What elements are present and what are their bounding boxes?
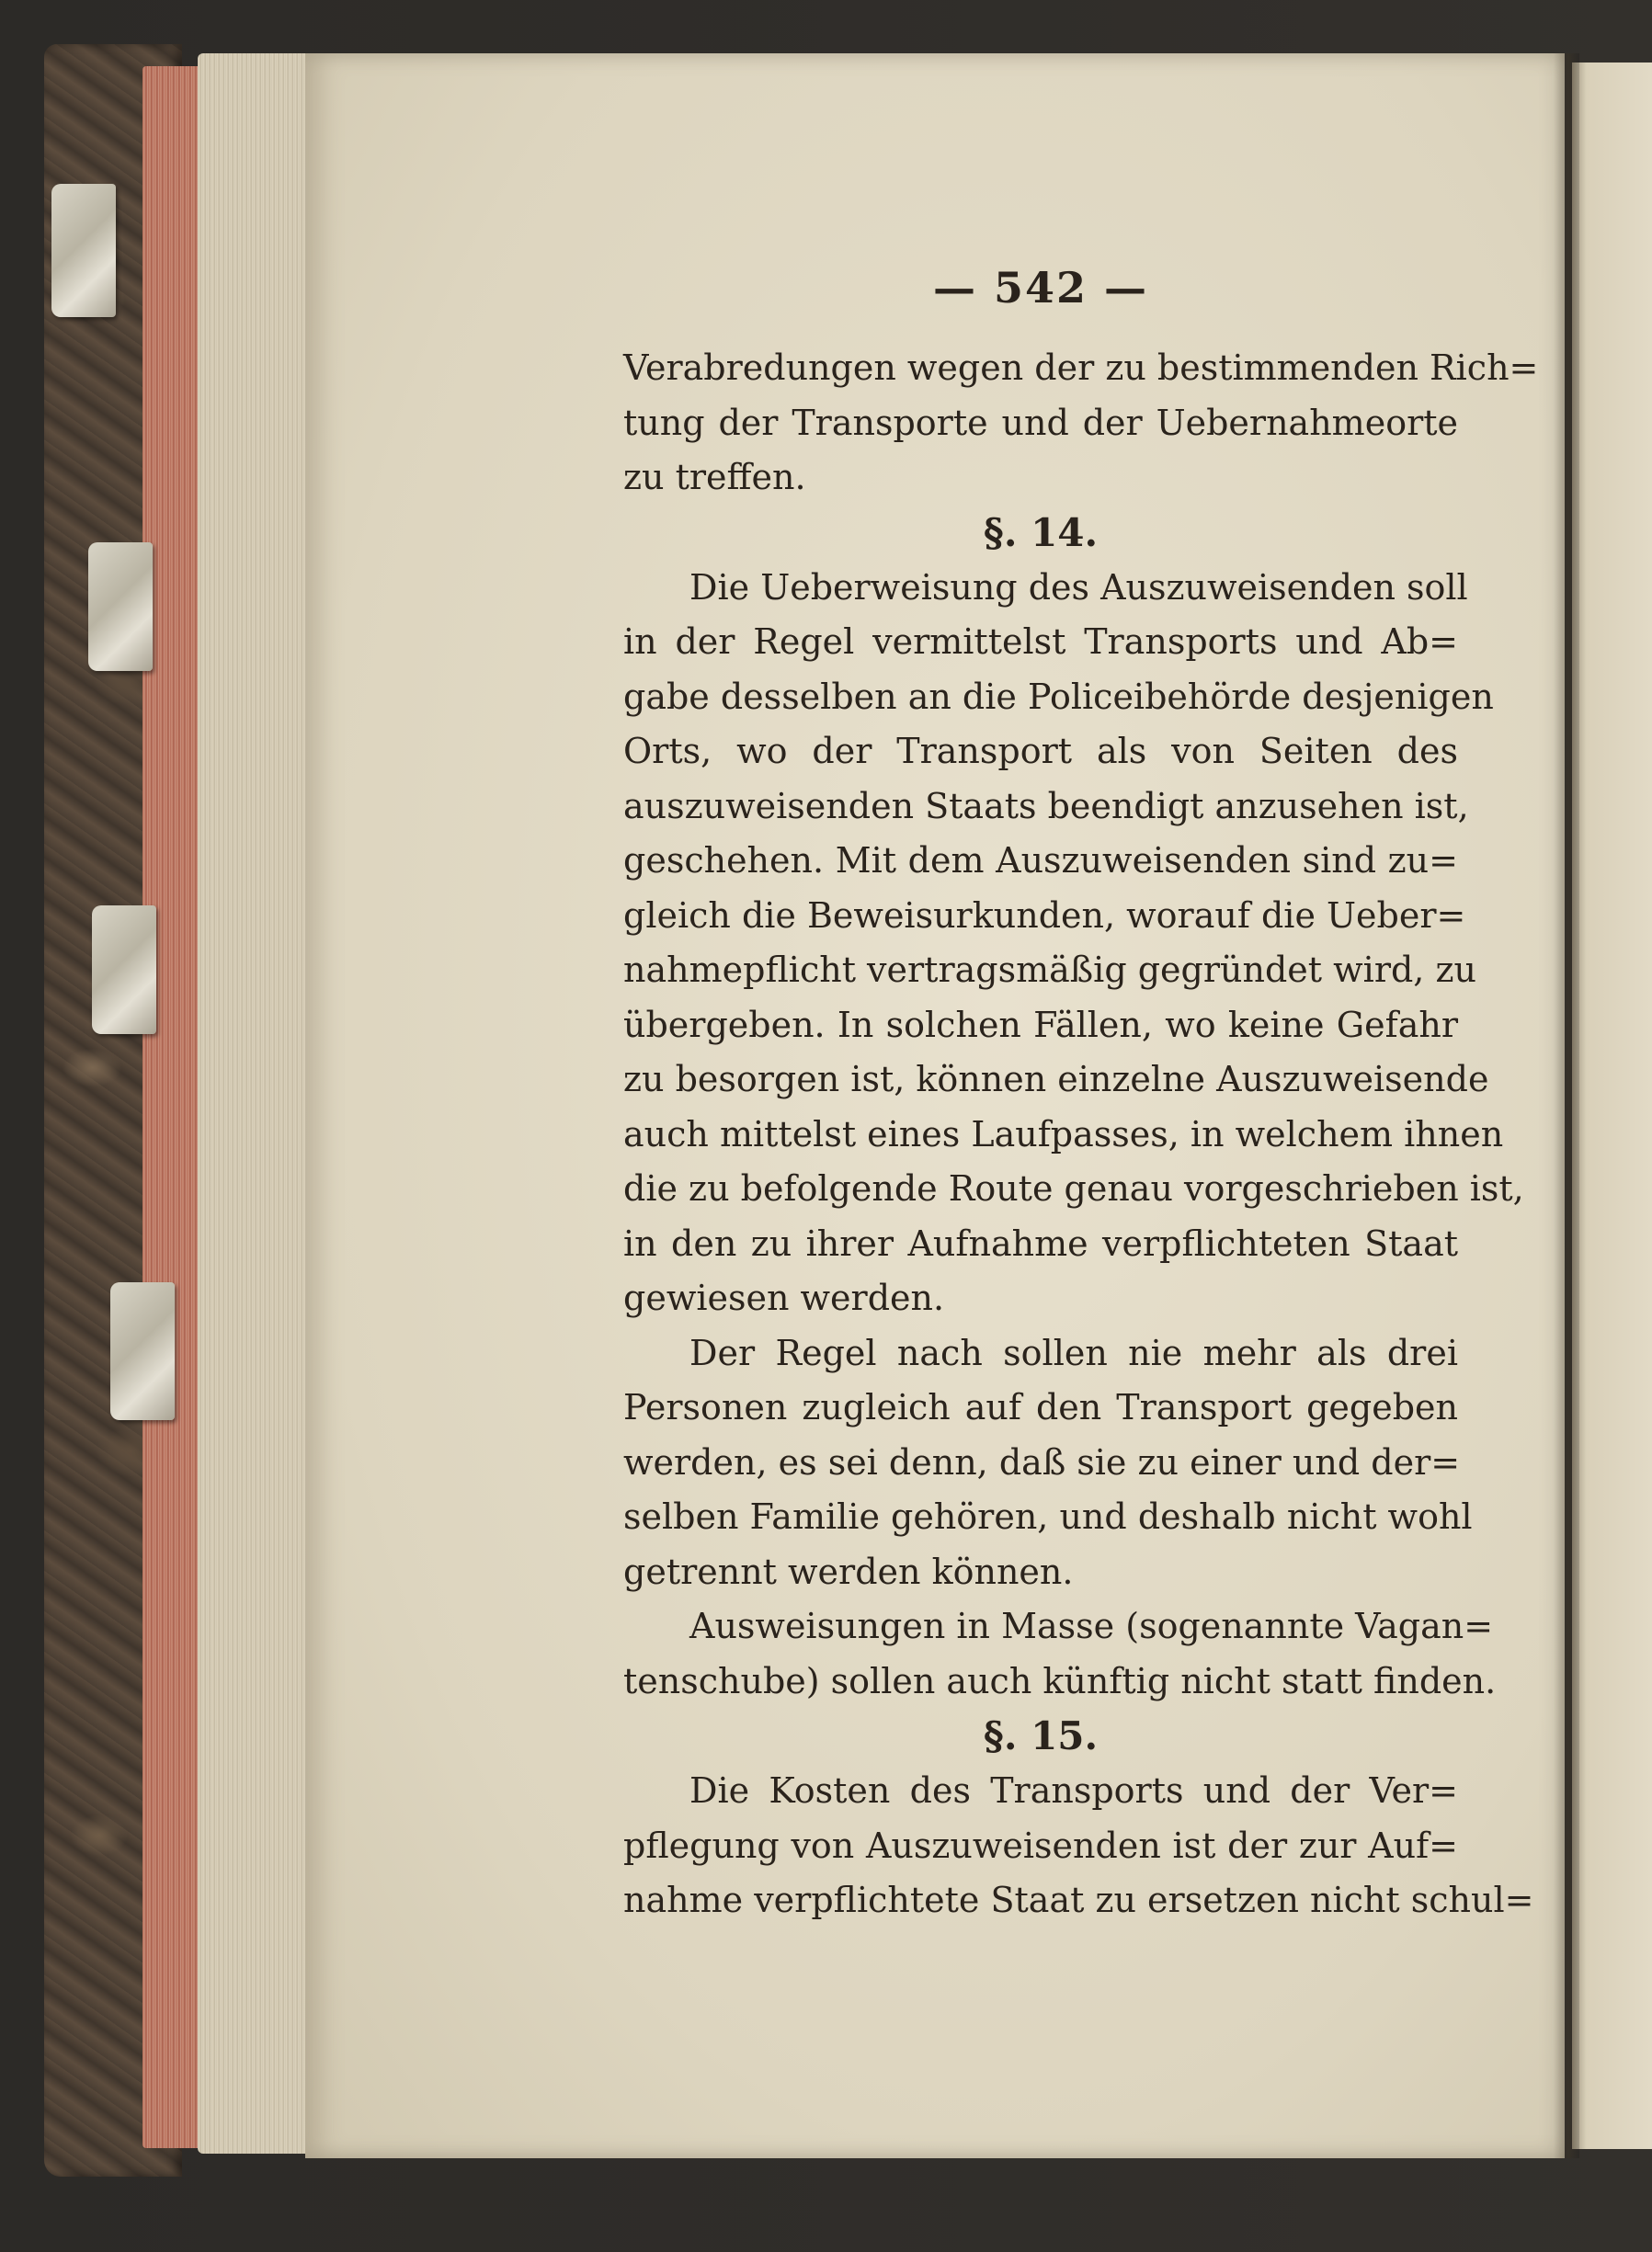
text-line: Die Kosten des Transports und der Ver= <box>689 1770 1458 1811</box>
facing-page-edge <box>1572 63 1652 2149</box>
text-line: geschehen. Mit dem Auszuweisenden sind zu= <box>623 840 1458 881</box>
text-line: auch mittelst eines Laufpasses, in welchem ihnen <box>623 1113 1504 1154</box>
text-line: nahme verpflichtete Staat zu ersetzen nicht schul= <box>623 1880 1534 1920</box>
text-line: Verabredungen wegen der zu bestimmenden Rich= <box>623 347 1539 388</box>
text-line: selben Familie gehören, und deshalb nicht wohl <box>623 1496 1473 1537</box>
section-heading: §. 14. <box>983 509 1099 555</box>
index-tab <box>88 542 153 671</box>
text-line: zu besorgen ist, können einzelne Auszuweisende <box>623 1059 1489 1099</box>
page-number: — 542 — <box>932 263 1149 313</box>
index-tab <box>92 905 156 1034</box>
text-line: gleich die Beweisurkunden, worauf die Ueber= <box>623 894 1466 936</box>
text-line: in der Regel vermittelst Transports und Ab= <box>623 621 1458 662</box>
text-line: zu treffen. <box>623 457 806 497</box>
text-line: werden, es sei denn, daß sie zu einer und der= <box>623 1441 1461 1483</box>
text-line: Ausweisungen in Masse (sogenannte Vagan= <box>689 1606 1494 1646</box>
text-line: Die Ueberweisung des Auszuweisenden soll <box>689 566 1468 608</box>
page-text <box>623 262 1539 1928</box>
text-line: pflegung von Auszuweisenden ist der zur Auf= <box>623 1825 1458 1866</box>
text-line: auszuweisenden Staats beendigt anzusehen ist, <box>623 785 1469 826</box>
index-tab <box>110 1282 175 1420</box>
text-line: die zu befolgende Route genau vorgeschrieben ist, <box>623 1168 1524 1209</box>
text-line: nahmepflicht vertragsmäßig gegründet wird, zu <box>623 950 1476 990</box>
text-line: übergeben. In solchen Fällen, wo keine Gefahr <box>623 1004 1458 1045</box>
text-line: Orts, wo der Transport als von Seiten des <box>623 731 1458 771</box>
stacked-leaves <box>198 53 308 2154</box>
text-line: tenschube) sollen auch künftig nicht statt finden. <box>623 1660 1497 1701</box>
section-heading: §. 15. <box>983 1713 1099 1758</box>
text-line: gabe desselben an die Policeibehörde desjenigen <box>623 676 1494 717</box>
text-line: getrennt werden können. <box>623 1551 1074 1592</box>
text-line: Personen zugleich auf den Transport gegeben <box>623 1387 1458 1427</box>
text-line: Der Regel nach sollen nie mehr als drei <box>689 1332 1458 1373</box>
text-line: gewiesen werden. <box>623 1278 945 1318</box>
gutter-shadow <box>1554 53 1579 2158</box>
index-tab <box>51 184 116 317</box>
text-line: in den zu ihrer Aufnahme verpflichteten Staat <box>623 1223 1458 1264</box>
text-line: tung der Transporte und der Uebernahmeorte <box>623 402 1458 443</box>
